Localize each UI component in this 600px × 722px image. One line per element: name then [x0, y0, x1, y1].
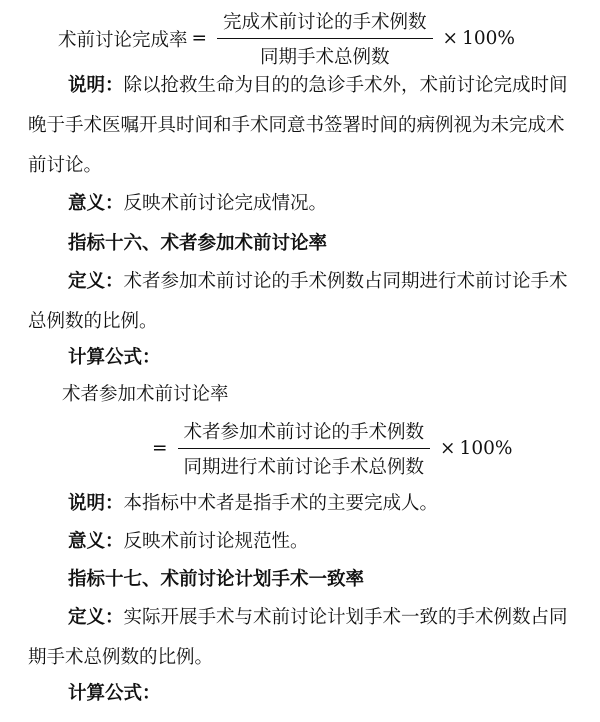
meaning-text: 反映术前讨论规范性。: [123, 531, 309, 552]
meaning-text: 反映术前讨论完成情况。: [123, 193, 328, 214]
formula-numerator: 术者参加术前讨论的手术例数: [183, 422, 425, 443]
formula-surgeon-participation-rate: [148, 418, 512, 479]
formula-factor: 100%: [462, 28, 515, 49]
times-sign: ×: [442, 28, 459, 49]
meaning-paragraph-1: [28, 184, 576, 224]
definition-paragraph-17: [28, 598, 576, 678]
equals-sign: =: [191, 28, 208, 49]
formula-fraction: [217, 8, 433, 69]
calc-formula-label-17: 计算公式：: [68, 683, 161, 704]
formula-lhs: 术前讨论完成率: [58, 29, 188, 51]
definition-label: 定义：: [68, 271, 124, 292]
calc-formula-label-16: 计算公式：: [68, 347, 161, 368]
equals-sign: =: [152, 438, 168, 459]
note-text: 本指标中术者是指手术的主要完成人。: [123, 493, 439, 514]
formula-denominator: 同期手术总例数: [260, 47, 390, 68]
definition-text: 实际开展手术与术前讨论计划手术一致的手术例数占同期手术总例数的比例。: [28, 607, 568, 668]
meaning-label: 意义：: [68, 531, 124, 552]
formula-numerator: 完成术前讨论的手术例数: [223, 12, 427, 33]
definition-text: 术者参加术前讨论的手术例数占同期进行术前讨论手术总例数的比例。: [28, 271, 568, 332]
definition-label: 定义：: [68, 607, 124, 628]
indicator-17-heading: 指标十七、术前讨论计划手术一致率: [68, 569, 365, 590]
meaning-paragraph-2: [28, 522, 576, 562]
formula-lhs: 术者参加术前讨论率: [62, 384, 229, 405]
note-paragraph-1: [28, 66, 576, 186]
meaning-label: 意义：: [68, 193, 124, 214]
indicator-16-heading: 指标十六、术者参加术前讨论率: [68, 233, 328, 254]
note-text: 除以抢救生命为目的的急诊手术外，术前讨论完成时间晚于手术医嘱开具时间和手术同意书签署时间的病例视为未完成术前讨论。: [28, 75, 568, 176]
times-sign: ×: [440, 438, 456, 459]
note-label: 说明：: [68, 75, 124, 96]
definition-paragraph-16: [28, 262, 576, 342]
note-label: 说明：: [68, 493, 124, 514]
formula2-lhs-line: [62, 380, 229, 406]
formula-factor: 100%: [459, 438, 513, 459]
formula-fraction: [178, 418, 431, 479]
formula-denominator: 同期进行术前讨论手术总例数: [183, 457, 425, 478]
note-paragraph-2: [28, 484, 576, 524]
formula-surgery-discussion-completion-rate: [58, 8, 515, 69]
